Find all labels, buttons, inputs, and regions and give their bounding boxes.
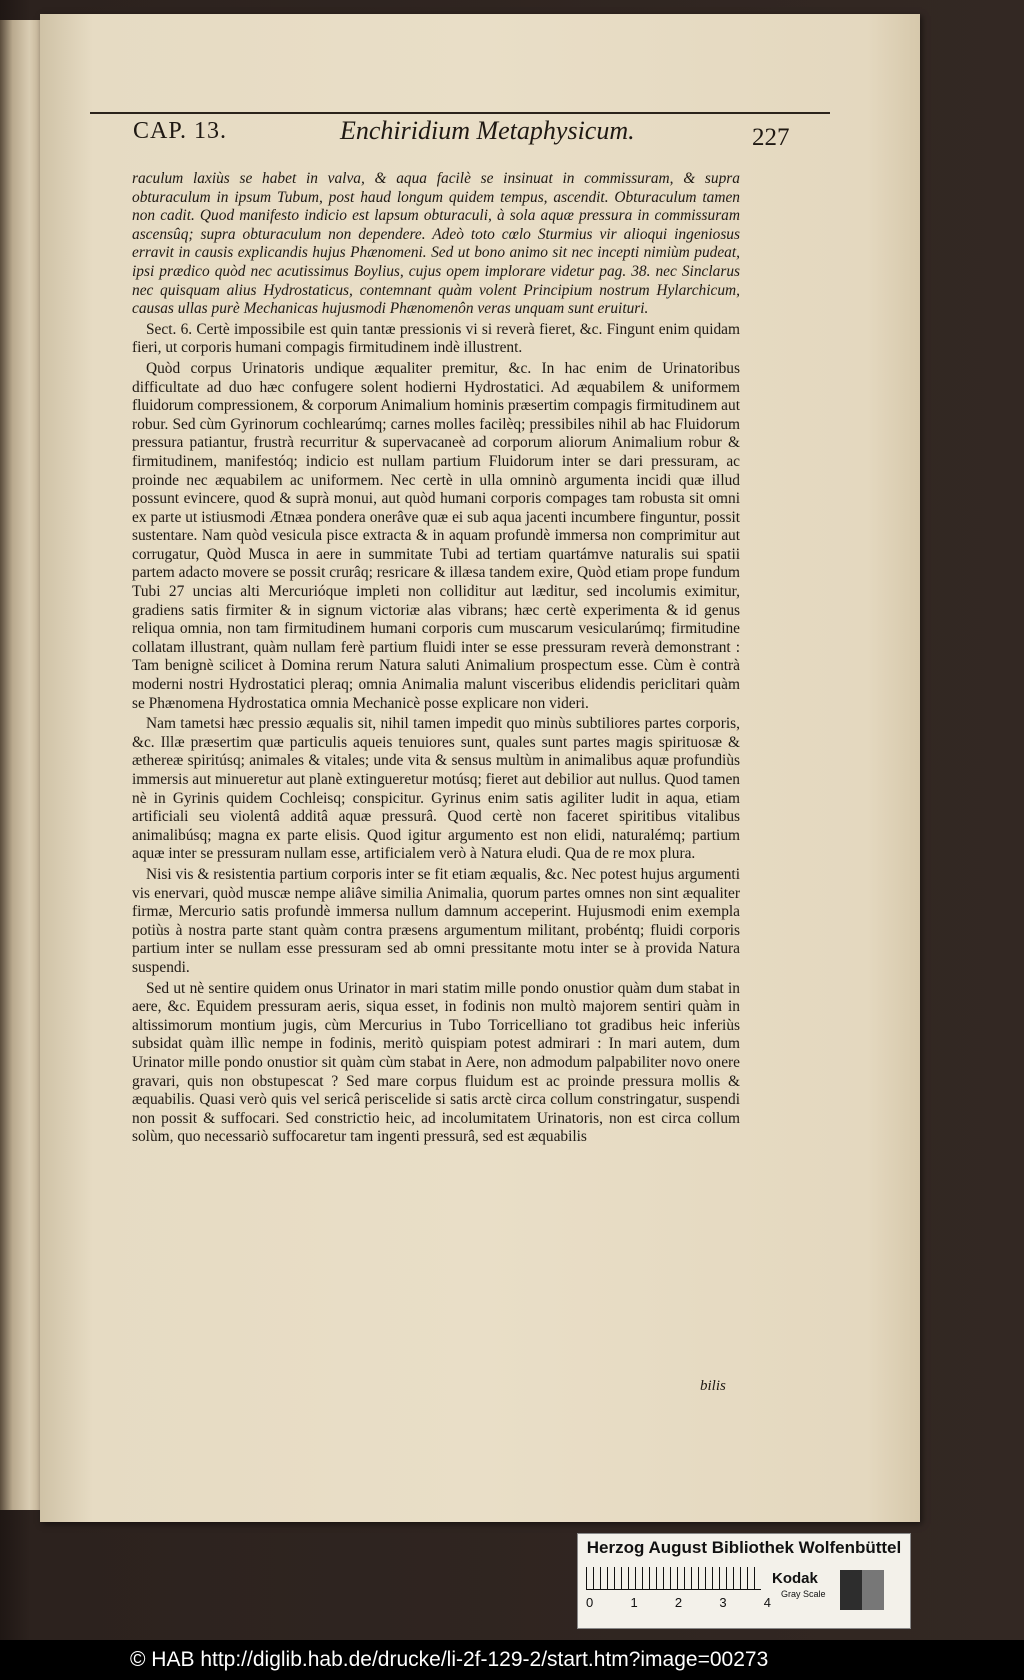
paragraph: Sect. 6. Certè impossibile est quin tantæ pressionis vi si reverà fieret, &c. Fingunt enim quidam fieri, ut corporis humani compagis firmitudinem indè illustrent.: [132, 320, 740, 357]
paragraph: Sed ut nè sentire quidem onus Urinator in mari statim mille pondo onustior quàm dum stabat in aere, &c. Equidem pressuram aeris, siqua esset, in fodinis non multò majorem sentiri quàm in altissimorum montium jugis, cùm Mercurius in Tubo Torricelliano tot gradibus heic inferiùs subsidat quàm illìc nempe in fodinis, meritò quispiam potest admirari : In mari autem, dum Urinator mille pondo onustior sit quàm cùm stabat in Aere, non admodum palpabiliter novo onere gravari, quis non obstupescat ? Sed mare corpus fluidum est ac proinde pressura mollis & æquabilis. Quasi verò quis vel sericâ periscelide si satis arctè circa collum constringatur, suspendi non possit & suffocari. Sed constrictio heic, ad incolumitatem Urinatoris, non est circa collum solùm, quo necessariò suffocaretur tam ingenti pressurâ, sed est æquabilis: [132, 979, 740, 1146]
gray-scale-label: Gray Scale: [781, 1589, 826, 1599]
ruler-number: 2: [674, 1595, 683, 1610]
chapter-label: CAP. 13.: [133, 118, 228, 144]
paragraph: Nam tametsi hæc pressio æqualis sit, nihil tamen impedit quo minùs subtiliores partes corporis, &c. Illæ præsertim quæ particulis aqueis tenuiores sunt, quales sunt partes magis spirituosæ & æthereæ spiritúsq; animales & vitales; unde vita & sensus multùm in animalibus aquæ profundiùs immersis aut minueretur aut planè extingueretur motúsq; fieret aut debilior aut nullus. Quod tamen nè in Gyrinis quidem Cochleisq; conspicitur. Gyrinus enim satis agiliter ludit in aqua, etiam artificiali seu violentâ additâ aquæ pressurâ. Quod certè non faceret spiritibus vitalibus animalibúsq; magna ex parte elisis. Quod igitur argumento est non elidi, naturalémq; partium aquæ inter se pressuram nullam esse, artificialem verò à Natura eludi. Qua de re mox plura.: [132, 715, 740, 863]
body-text: [132, 170, 740, 1149]
page-number: 227: [752, 124, 790, 151]
gray-patch-mid: [862, 1570, 884, 1610]
ruler-number: 4: [763, 1595, 771, 1610]
catchword: bilis: [700, 1378, 726, 1394]
running-title: Enchiridium Metaphysicum.: [340, 116, 635, 145]
ruler-number: 1: [630, 1595, 638, 1610]
paragraph: Quòd corpus Urinatoris undique æqualiter premitur, &c. In hac enim de Urinatoribus difficultate ad duo hæc confugere solent hodierni Hydrostatici. Ad æquabilem & uniformem fluidorum compressionem, & corporum Animalium hominis præsertim compagis firmitudinem aut robur. Sed cùm Gyrinorum cochlearúmq; carnes molles facilèq; pressibiles nihil ab hac Fluidorum pressura patiantur, frustrà recurritur & supervacaneè ad corporum aliorum Animalium robur & firmitudinem, manifestóq; indicio est nullam partium Fluidorum inter se dari pressuram, ac proinde nec æquabilem ac uniformem. Nec certè in ulla omninò argumenta incidi quæ illud possunt evincere, quod & suprà monui, aut quòd humani corporis compages tam robusta sit omni ex parte ut istiusmodi Ætnæa pondera onerâve quæ ei sub aqua jacenti incumbere finguntur, possit sustentare. Nam quòd vesicula pisce extracta & in aquam profundè immersa non comprimitur aut corrugatur, Quòd Musca in aere in summitate Tubi ad tertiam quartámve naturalis sui spatii partem adacto movere se possit crurâq; resricare & illæsa tandem exire, Quòd etiam prope fundum Tubi 27 uncias alti Mercurióque impleti non colliditur aut læditur, sed incolumis eximitur, gradiens satis firmiter & in signum victoriæ alas vibrans; hæc certè experimenta & id genus reliqua omnia, non tam firmitudinem humani corporis cum muscarum vesicularúmq; firmitudine collatam illustrant, quàm nullam ferè partium fluidi inter se esse pressuram reverà demonstrant : Tam benignè scilicet à Domina rerum Natura saluti Animalium prospectum esse. Cùm è contrà moderni nostri Hydrostatici pleraq; omnia Animalia malunt visceribus elidendis periclitari quàm se Phænomena Hydrostatica omnia Mechanicè posse explicare non videri.: [132, 359, 740, 712]
copyright-link[interactable]: © HAB http://diglib.hab.de/drucke/li-2f-129-2/start.htm?image=00273: [130, 1648, 769, 1671]
copyright-footer: [0, 1640, 1024, 1680]
paragraph: raculum laxiùs se habet in valva, & aqua facilè se insinuat in commissuram, & supra obturaculum in ipsum Tubum, post haud longum quidem tempus, ascendit. Obturaculum tamen non cadit. Quod manifesto indicio est lapsum obturaculi, à sola aquæ pressura in commissuram ascensûq; supra obturaculum non dependere. Adeò toto cœlo Sturmius vir alioqui ingeniosus erravit in causis explicandis hujus Phænomeni. Sed ut bono animo sit nec incepti nimiùm pudeat, ipsi prædico quòd nec acutissimus Boylius, cujus opem implorare videtur pag. 38. nec Sinclarus nec quisquam alius Hydrostaticus, contemnant quàm volent Principium nostrum Hylarchicum, causas ullas purè Mechanicas hujusmodi Phænomenôn veras unquam sunt eruituri.: [132, 170, 740, 318]
ruler-scale: [586, 1567, 761, 1590]
ruler-number: 0: [586, 1595, 594, 1610]
ruler-number: 3: [719, 1595, 727, 1610]
header-rule: [90, 112, 830, 114]
facing-page-edge: [0, 20, 42, 1510]
library-color-card: [577, 1533, 911, 1629]
ruler-numbers: [586, 1595, 771, 1610]
gray-patch-dark: [840, 1570, 862, 1610]
kodak-label: Kodak: [772, 1570, 818, 1587]
paragraph: Nisi vis & resistentia partium corporis inter se fit etiam æqualis, &c. Nec potest hujus argumenti vis enervari, quòd muscæ nempe aliâve similia Animalia, quorum partes omnes non sint æqualiter firmæ, Mercurio satis profundè immersa nullum damnum acceperint. Hujusmodi enim exempla potiùs à nostra parte stant quàm contra præsens argumentum militant, probéntq; fluidi corporis partium inter se nullam esse pressuram sed ab omni pressitante motu inter se à provida Natura suspendi.: [132, 865, 740, 976]
library-name: Herzog August Bibliothek Wolfenbüttel: [586, 1538, 902, 1557]
